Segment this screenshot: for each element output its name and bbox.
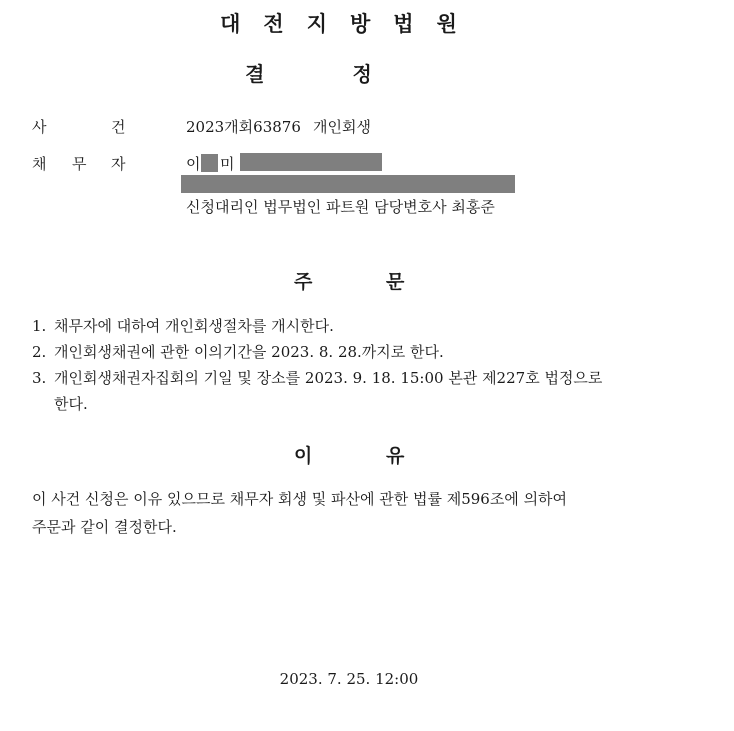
order-heading-char-2: 문 [386, 271, 405, 293]
debtor-label-char-3: 자 [111, 155, 126, 173]
reason-heading-char-2: 유 [386, 445, 405, 467]
redaction-debtor-address [181, 175, 515, 193]
reason-line-2: 주문과 같이 결정한다. [32, 518, 177, 536]
debtor-label-char-2: 무 [72, 155, 87, 173]
order-item-number: 3. [32, 369, 47, 387]
redaction-debtor-id [240, 153, 382, 171]
reason-heading-char-1: 이 [294, 445, 313, 467]
debtor-label-char-1: 채 [32, 155, 47, 173]
decision-datetime: 2023. 7. 25. 12:00 [279, 670, 419, 688]
case-number: 2023개회63876 [186, 118, 301, 136]
order-item-number: 1. [32, 317, 47, 335]
case-type: 개인회생 [313, 118, 371, 136]
case-label-char-2: 건 [111, 118, 126, 136]
reason-line-1: 이 사건 신청은 이유 있으므로 채무자 회생 및 파산에 관한 법률 제596조에 의하여 [32, 490, 568, 508]
debtor-name-last: 미 [220, 155, 235, 173]
case-label-char-1: 사 [32, 118, 47, 136]
order-item-1 [32, 315, 334, 336]
order-item-text: 채무자에 대하여 개인회생절차를 개시한다. [54, 317, 334, 335]
redaction-name-middle [201, 154, 218, 172]
order-item-3 [32, 367, 602, 388]
debtor-name-first: 이 [186, 155, 201, 173]
order-item-text: 개인회생채권에 관한 이의기간을 2023. 8. 28.까지로 한다. [54, 343, 444, 361]
order-item-2 [32, 341, 444, 362]
order-item-3-continuation: 한다. [54, 395, 88, 413]
order-item-text: 개인회생채권자집회의 기일 및 장소를 2023. 9. 18. 15:00 본관 제227호 법정으로 [54, 369, 603, 387]
document-type: 결정 [245, 62, 460, 86]
order-item-number: 2. [32, 343, 47, 361]
court-name: 대전지방법원 [220, 12, 480, 36]
attorney-line: 신청대리인 법무법인 파트원 담당변호사 최홍준 [186, 198, 495, 216]
order-heading-char-1: 주 [294, 271, 313, 293]
